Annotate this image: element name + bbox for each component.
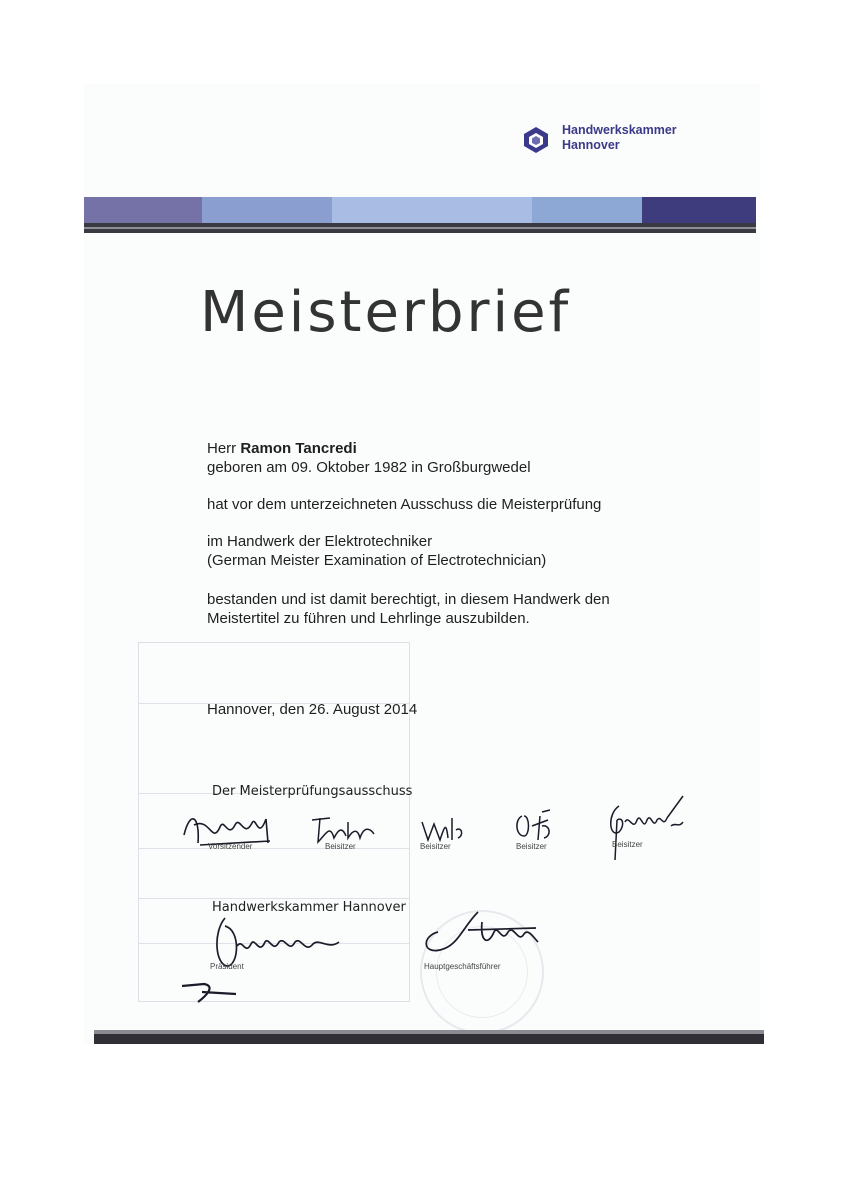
chamber-logo-icon — [522, 126, 550, 154]
place-date: Hannover, den 26. August 2014 — [207, 701, 418, 718]
logo-line-2: Hannover — [562, 138, 620, 152]
chamber-heading: Handwerkskammer Hannover — [212, 900, 406, 915]
recipient-line — [207, 439, 357, 458]
header-color-band — [84, 197, 756, 223]
signature-label-president: Präsident — [210, 962, 244, 971]
band-shadow — [84, 223, 756, 233]
body-line-5: Meistertitel zu führen und Lehrlinge auszubilden. — [207, 610, 530, 627]
body-line-4: bestanden und ist damit berechtigt, in diesem Handwerk den — [207, 591, 610, 608]
salutation: Herr — [207, 440, 237, 457]
logo-line-1: Handwerkskammer — [562, 123, 677, 137]
signature-label-assessor-4: Beisitzer — [612, 840, 643, 849]
signature-assessor-4 — [605, 792, 687, 864]
band-segment — [532, 197, 642, 223]
band-segment — [202, 197, 332, 223]
signature-general-manager — [418, 902, 543, 962]
certificate-title: Meisterbrief — [200, 280, 572, 345]
band-segment — [84, 197, 202, 223]
recipient-name: Ramon Tancredi — [240, 440, 357, 457]
band-segment — [642, 197, 756, 223]
signature-label-general-manager: Hauptgeschäftsführer — [424, 962, 501, 971]
body-line-1: hat vor dem unterzeichneten Ausschuss die Meisterprüfung — [207, 496, 602, 513]
signature-label-assessor-1: Beisitzer — [325, 842, 356, 851]
chamber-logo-text — [562, 123, 677, 153]
signature-assessor-2 — [418, 810, 468, 845]
footer-bar — [94, 1030, 764, 1044]
signature-label-chair: Vorsitzender — [208, 842, 253, 851]
body-line-3: (German Meister Examination of Electrotechnician) — [207, 552, 547, 569]
birth-line: geboren am 09. Oktober 1982 in Großburgwedel — [207, 459, 531, 476]
committee-heading: Der Meisterprüfungsausschuss — [212, 784, 413, 799]
body-line-2: im Handwerk der Elektrotechniker — [207, 533, 433, 550]
stray-ink-mark — [176, 978, 246, 1008]
signature-label-assessor-3: Beisitzer — [516, 842, 547, 851]
signature-label-assessor-2: Beisitzer — [420, 842, 451, 851]
band-segment — [332, 197, 532, 223]
signature-assessor-3 — [512, 806, 562, 844]
